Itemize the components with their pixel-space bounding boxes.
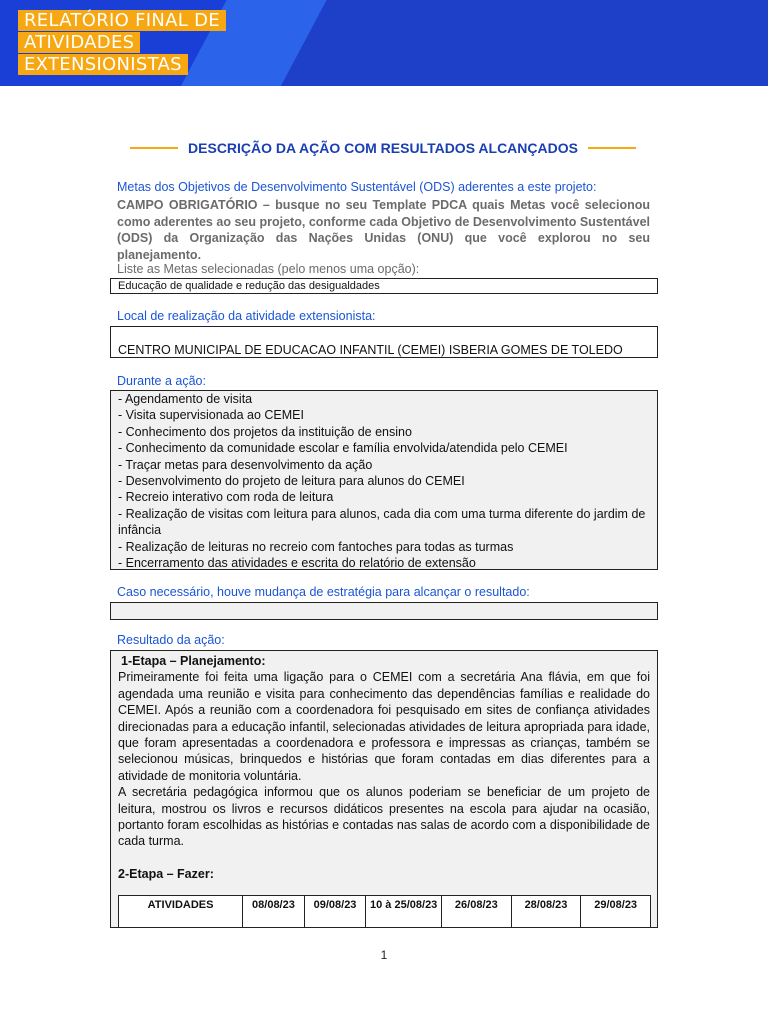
table-header-cell: 29/08/23: [581, 896, 651, 929]
etapa2-title: 2-Etapa – Fazer:: [118, 866, 214, 881]
page-number: 1: [380, 948, 388, 962]
schedule-table: [118, 895, 651, 928]
ods-instruction: CAMPO OBRIGATÓRIO – busque no seu Template PDCA quais Metas você selecionou como aderentes ao seu projeto, conforme cada Objetivo de Desenvolvimento Sustentável (ODS) da Organização das Nações Unidas (ONU) que você explorou no seu planejamento.: [117, 198, 650, 262]
durante-field[interactable]: [110, 390, 658, 570]
durante-list: [118, 391, 650, 571]
metas-value: Educação de qualidade e redução das desigualdades: [118, 280, 380, 292]
table-header-cell: 10 à 25/08/23: [366, 896, 442, 929]
report-title: [18, 10, 226, 76]
list-item: - Conhecimento dos projetos da instituição de ensino: [118, 424, 412, 439]
list-item: - Encerramento das atividades e escrita do relatório de extensão: [118, 556, 476, 571]
section-heading: [118, 137, 648, 159]
list-item: - Visita supervisionada ao CEMEI: [118, 408, 304, 423]
header-banner: [0, 0, 768, 86]
metas-field[interactable]: [110, 278, 658, 294]
report-title-line: ATIVIDADES: [18, 32, 140, 53]
table-header-row: [119, 896, 651, 929]
list-item: - Agendamento de visita: [118, 392, 253, 406]
spacer: [118, 850, 650, 866]
list-item: - Traçar metas para desenvolvimento da ação: [118, 457, 373, 472]
report-title-line: RELATÓRIO FINAL DE: [18, 10, 226, 31]
resultado-field[interactable]: [110, 650, 658, 928]
local-label: Local de realização da atividade extensionista:: [117, 309, 376, 323]
heading-rule-right: [588, 147, 636, 149]
list-item: - Desenvolvimento do projeto de leitura para alunos do CEMEI: [118, 474, 465, 489]
report-title-line: EXTENSIONISTAS: [18, 54, 188, 75]
table-header-cell: 26/08/23: [442, 896, 512, 929]
list-item: - Recreio interativo com roda de leitura: [118, 490, 334, 505]
table-header-cell: 09/08/23: [304, 896, 366, 929]
caso-field[interactable]: [110, 602, 658, 620]
resultado-paragraph-2: A secretária pedagógica informou que os alunos poderiam se beneficiar de um projeto de leitura, mostrou os livros e recursos didáticos presentes na escola para ajudar na ocasião, portanto foram escolhidas as histórias e contadas nas salas de acordo com a disponibilidade de cada turma.: [118, 785, 650, 849]
heading-rule-left: [130, 147, 178, 149]
table-header-cell: ATIVIDADES: [119, 896, 243, 929]
table-header-cell: 28/08/23: [511, 896, 581, 929]
banner-decoration: [263, 0, 768, 86]
section-title: DESCRIÇÃO DA AÇÃO COM RESULTADOS ALCANÇADOS: [188, 140, 578, 156]
resultado-paragraph-1: Primeiramente foi feita uma ligação para o CEMEI com a secretária Ana flávia, em que foi agendada uma reunião e visita para conhecimento das dependências famílias e realidade do CEMEI. Após a reunião com a coordenadora foi pesquisado em sites de confiança atividades direcionadas para a educação infantil, selecionadas atividades de leitura apropriada para idade, que foram apresentadas a coordenadora e professora e impressas as crianças, também se selecionou músicas, brinquedos e histórias que foram contadas em dias diferentes para a atividade de monitoria voluntária.: [118, 670, 650, 783]
local-field[interactable]: [110, 326, 658, 358]
list-item: - Realização de visitas com leitura para alunos, cada dia com uma turma diferente do jardim de infância: [118, 506, 646, 538]
table-header-cell: 08/08/23: [243, 896, 305, 929]
durante-label: Durante a ação:: [117, 374, 206, 388]
local-value: CENTRO MUNICIPAL DE EDUCACAO INFANTIL (CEMEI) ISBERIA GOMES DE TOLEDO: [118, 343, 623, 357]
metas-label: Liste as Metas selecionadas (pelo menos uma opção):: [117, 262, 420, 276]
caso-label: Caso necessário, houve mudança de estratégia para alcançar o resultado:: [117, 585, 530, 599]
list-item: - Realização de leituras no recreio com fantoches para todas as turmas: [118, 539, 514, 554]
etapa1-title: 1-Etapa – Planejamento:: [121, 654, 266, 668]
ods-label: Metas dos Objetivos de Desenvolvimento Sustentável (ODS) aderentes a este projeto:: [117, 180, 597, 194]
resultado-label: Resultado da ação:: [117, 633, 225, 647]
list-item: - Conhecimento da comunidade escolar e família envolvida/atendida pelo CEMEI: [118, 441, 568, 456]
